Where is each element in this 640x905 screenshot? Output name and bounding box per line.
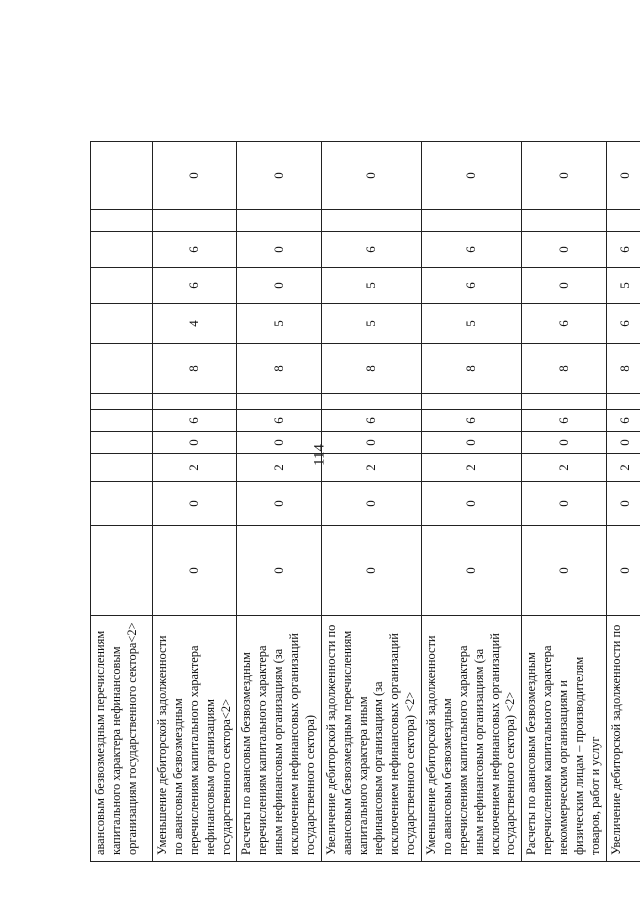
code-cell: 8 <box>522 344 606 394</box>
code-cell <box>91 482 153 526</box>
code-cell <box>321 210 421 232</box>
code-cell <box>91 432 153 454</box>
code-cell: 2 <box>422 454 522 482</box>
code-cell: 6 <box>153 410 237 432</box>
table-row <box>237 142 321 862</box>
code-cell <box>321 394 421 410</box>
code-cell <box>606 210 640 232</box>
row-description: Расчеты по авансовым безвозмездным перечислениям капитального характера некоммерческим организациям и физическим лицам – производителям товаров, работ и услуг <box>522 616 606 862</box>
code-cell: 6 <box>237 410 321 432</box>
code-cell: 0 <box>321 432 421 454</box>
code-cell: 6 <box>522 304 606 344</box>
row-description: Увеличение дебиторской задолженности по авансовым безвозмездным перечислениям капитального характера иным нефинансовым организациям (за исключением нефинансовых организаций государственного сектора) <2> <box>321 616 421 862</box>
code-cell: 5 <box>237 304 321 344</box>
code-cell <box>91 410 153 432</box>
code-cell: 0 <box>422 482 522 526</box>
code-cell <box>91 394 153 410</box>
code-cell: 6 <box>153 268 237 304</box>
code-cell <box>237 394 321 410</box>
code-cell: 8 <box>422 344 522 394</box>
code-cell: 0 <box>237 432 321 454</box>
code-cell: 0 <box>522 432 606 454</box>
code-cell: 5 <box>606 268 640 304</box>
row-description: авансовым безвозмездным перечислениям капитального характера нефинансовым организациям государственного сектора<2> <box>91 616 153 862</box>
code-cell: 0 <box>522 232 606 268</box>
code-cell: 0 <box>606 142 640 210</box>
code-cell: 0 <box>422 432 522 454</box>
code-cell: 6 <box>606 232 640 268</box>
table-row <box>422 142 522 862</box>
code-cell: 0 <box>321 482 421 526</box>
code-cell: 0 <box>522 526 606 616</box>
code-cell: 4 <box>153 304 237 344</box>
row-description: Уменьшение дебиторской задолженности по авансовым безвозмездным перечислениям капитального характера нефинансовым организациям государственного сектора<2> <box>153 616 237 862</box>
page-number: 114 <box>311 444 328 466</box>
code-cell: 0 <box>237 526 321 616</box>
code-cell: 5 <box>321 268 421 304</box>
row-description: Уменьшение дебиторской задолженности по авансовым безвозмездным перечислениям капитального характера иным нефинансовым организациям (за исключением нефинансовых организаций государственного сектора) <2> <box>422 616 522 862</box>
code-cell: 0 <box>522 142 606 210</box>
table-row <box>91 142 153 862</box>
row-description: Расчеты по авансовым безвозмездным перечислениям капитального характера иным нефинансовым организациям (за исключением нефинансовых организаций государственного сектора) <box>237 616 321 862</box>
code-cell <box>91 304 153 344</box>
code-cell: 0 <box>522 268 606 304</box>
code-cell: 0 <box>422 526 522 616</box>
row-description: Увеличение дебиторской задолженности по <box>606 616 640 862</box>
table-row <box>522 142 606 862</box>
code-cell: 0 <box>422 142 522 210</box>
code-cell: 0 <box>237 482 321 526</box>
code-cell: 0 <box>153 142 237 210</box>
code-cell: 5 <box>422 304 522 344</box>
rotated-table-container <box>90 142 632 862</box>
code-cell <box>237 210 321 232</box>
code-cell: 6 <box>321 232 421 268</box>
code-cell: 0 <box>153 432 237 454</box>
code-cell: 5 <box>321 304 421 344</box>
code-cell: 2 <box>153 454 237 482</box>
code-cell: 2 <box>522 454 606 482</box>
code-cell <box>522 394 606 410</box>
table-row <box>606 142 640 862</box>
code-cell <box>91 344 153 394</box>
code-cell <box>91 210 153 232</box>
code-cell: 6 <box>522 410 606 432</box>
code-cell: 0 <box>237 142 321 210</box>
account-codes-table <box>90 141 640 862</box>
code-cell: 8 <box>321 344 421 394</box>
code-cell: 6 <box>422 232 522 268</box>
code-cell <box>91 454 153 482</box>
code-cell: 0 <box>321 526 421 616</box>
code-cell: 0 <box>321 142 421 210</box>
code-cell <box>91 526 153 616</box>
code-cell: 8 <box>153 344 237 394</box>
code-cell <box>153 210 237 232</box>
code-cell: 2 <box>237 454 321 482</box>
code-cell <box>606 394 640 410</box>
code-cell: 6 <box>422 268 522 304</box>
code-cell: 6 <box>422 410 522 432</box>
table-row <box>153 142 237 862</box>
code-cell <box>422 394 522 410</box>
table-row <box>321 142 421 862</box>
code-cell <box>422 210 522 232</box>
code-cell: 0 <box>237 268 321 304</box>
code-cell: 0 <box>606 482 640 526</box>
code-cell: 0 <box>606 432 640 454</box>
code-cell: 0 <box>153 482 237 526</box>
code-cell: 2 <box>606 454 640 482</box>
code-cell: 6 <box>153 232 237 268</box>
code-cell <box>153 394 237 410</box>
code-cell: 8 <box>606 344 640 394</box>
code-cell <box>91 268 153 304</box>
code-cell: 0 <box>237 232 321 268</box>
code-cell: 0 <box>606 526 640 616</box>
code-cell: 6 <box>606 410 640 432</box>
code-cell <box>522 210 606 232</box>
code-cell: 8 <box>237 344 321 394</box>
code-cell <box>91 142 153 210</box>
code-cell: 0 <box>153 526 237 616</box>
code-cell: 6 <box>606 304 640 344</box>
code-cell: 6 <box>321 410 421 432</box>
code-cell: 0 <box>522 482 606 526</box>
code-cell: 2 <box>321 454 421 482</box>
code-cell <box>91 232 153 268</box>
